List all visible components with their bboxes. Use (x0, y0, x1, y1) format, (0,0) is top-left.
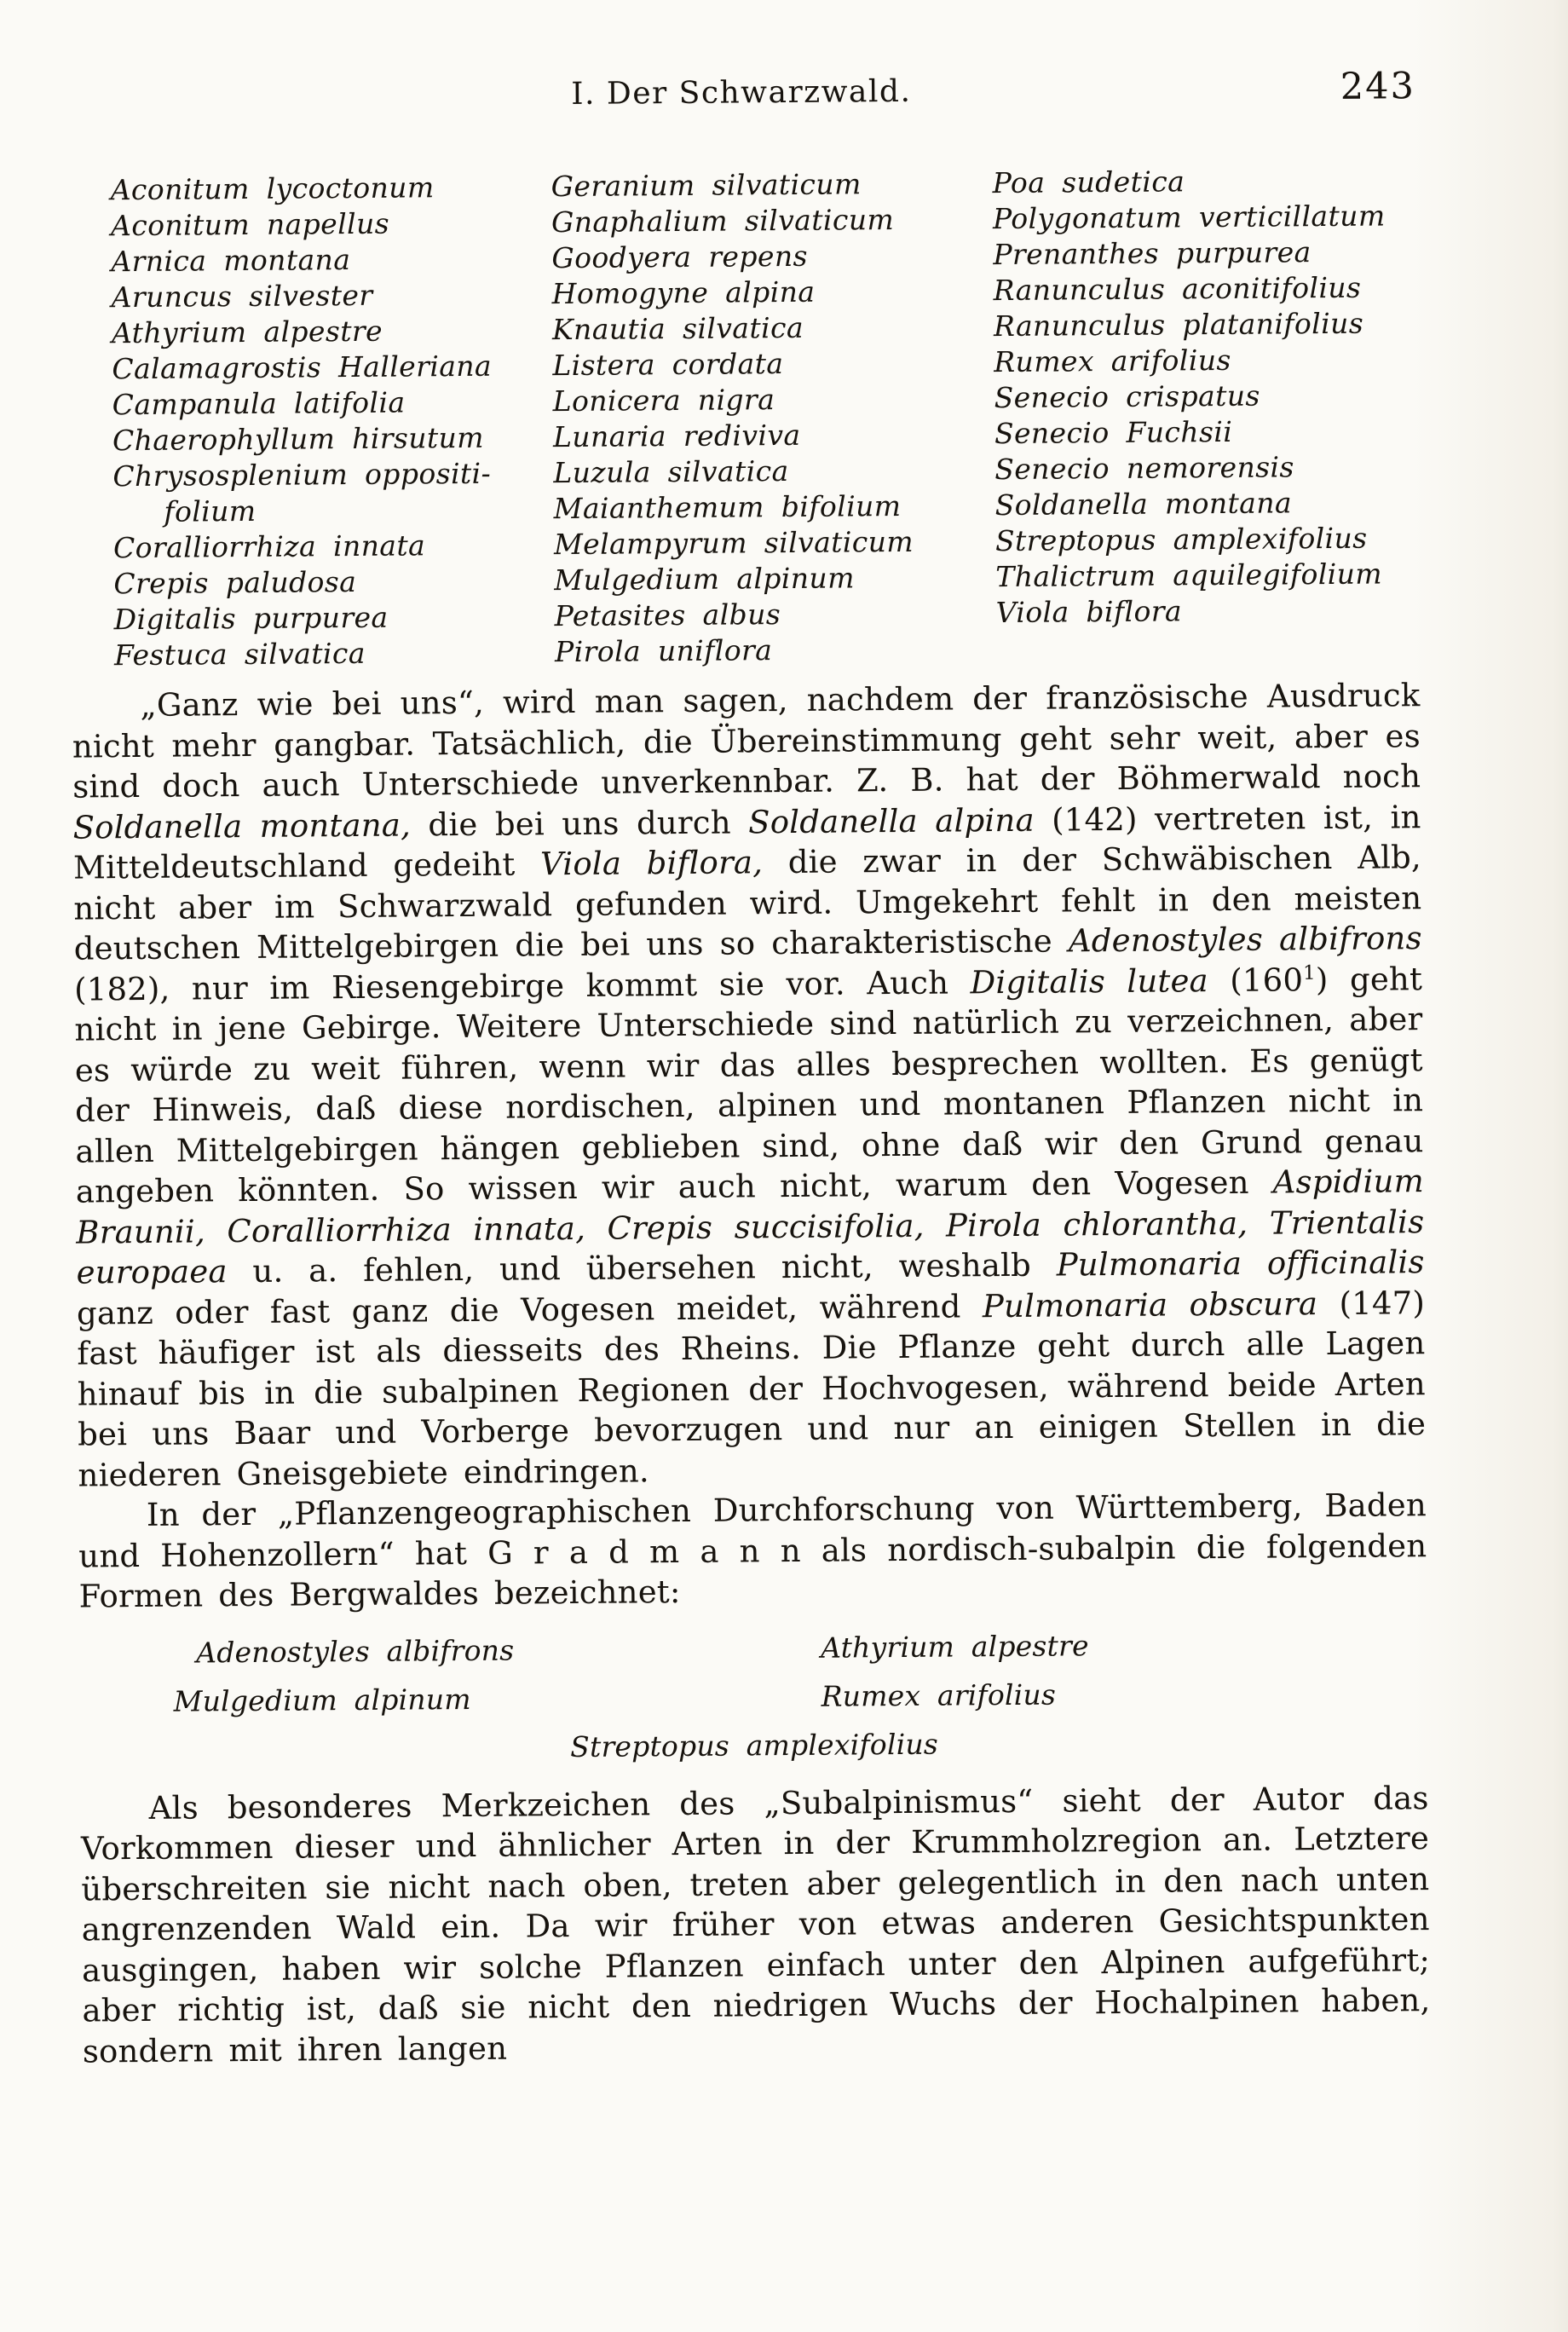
paragraph-comparison (72, 675, 1426, 1495)
text-run: u. a. fehlen, und übersehen nicht, weshalb (227, 1246, 1057, 1290)
text-run: als nordisch-subalpin die folgenden Formen des Bergwaldes bezeichnet: (78, 1527, 1427, 1615)
body-text (72, 675, 1431, 2071)
species-column-1 (111, 169, 556, 673)
species-line: Pirola uniflora (554, 633, 773, 669)
species-name-inline: Adenostyles albifrons (1068, 920, 1422, 960)
text-run: (182), nur im Riesengebirge kommt sie vor. Auch (73, 963, 971, 1008)
species-line: Poa sudetica (992, 165, 1185, 200)
species-line: Senecio crispatus (994, 378, 1260, 415)
text-run: (147) fast häufiger ist als diesseits des Rheins. Die Pflanze geht durch alle Lagen hinauf bis in die subalpinen Regionen der Hochvogesen, während beide Arten bei uns Baar und Vorberge bevorzugen und nur an einigen Stellen in die niederen Gneisgebiete eindringen. (77, 1284, 1427, 1494)
text-run: die bei uns durch (410, 803, 749, 843)
species-line: Aconitum lycoctonum (110, 170, 435, 207)
species-column-3 (993, 162, 1461, 667)
paragraph-subalpinismus (80, 1778, 1431, 2072)
text-run: G r a d m a n n (487, 1532, 801, 1572)
species-name-inline: Pulmonaria obscura (982, 1284, 1318, 1325)
species-line: Digitalis purpurea (113, 600, 389, 637)
species-line: Chrysosplenium oppositi- (112, 456, 492, 494)
gradmann-left: Mulgedium alpinum (173, 1682, 471, 1718)
species-line: Viola biflora (995, 594, 1183, 630)
species-line: Knautia silvatica (551, 310, 804, 347)
species-name-inline: Digitalis lutea (970, 961, 1208, 1001)
text-run: ganz oder fast ganz die Vogesen meidet, während (76, 1287, 983, 1332)
species-name-inline: Soldanella alpina (747, 801, 1035, 840)
species-line: Streptopus amplexifolius (994, 521, 1368, 558)
species-line: Coralliorrhiza innata (112, 528, 426, 565)
species-line: Campanula latifolia (112, 385, 406, 422)
page-header (67, 65, 1416, 115)
running-title: I. Der Schwarzwald. (571, 73, 912, 112)
species-line: Luzula silvatica (553, 453, 789, 490)
gradmann-right: Athyrium alpestre (821, 1628, 1089, 1665)
page-number: 243 (1340, 65, 1416, 108)
text-run: die zwar in der Schwäbischen Alb, nicht aber im Schwarzwald gefunden wird. Umgekehrt fehlt in den meisten deutschen Mittelgebirgen die bei uns so charakteristische (73, 839, 1422, 967)
gradmann-center-item: Streptopus amplexifolius (570, 1727, 939, 1763)
species-line: Listera cordata (552, 347, 784, 383)
text-run: In der „Pflanzengeographischen Durchforschung von Württemberg, Baden und Hohenzollern“ hat (78, 1486, 1427, 1575)
species-line: Ranunculus aconitifolius (993, 270, 1362, 308)
species-line: Geranium silvaticum (551, 167, 862, 204)
species-line: Senecio nemorensis (994, 450, 1294, 487)
gradmann-list (79, 1619, 1428, 1775)
text-run: Als besonderes Merkzeichen des „Subalpinismus“ sieht der Autor das Vorkommen dieser und ähnlicher Arten in der Krummholzregion an. Letztere überschreiten sie nicht nach oben, treten aber gelegentlich in den nach unten angrenzenden Wald ein. Da wir früher von etwas anderen Gesichtspunkten ausgingen, haben wir solche Pflanzen einfach unter den Alpinen aufgeführt; aber richtig ist, daß sie nicht den niedrigen Wuchs der Hochalpinen haben, sondern mit ihren langen (80, 1779, 1431, 2070)
species-line: Athyrium alpestre (111, 314, 383, 350)
footnote-ref: 1 (1302, 961, 1316, 984)
species-line: Polygonatum verticillatum (992, 199, 1386, 236)
species-line: Goodyera repens (551, 239, 808, 275)
gradmann-right: Rumex arifolius (821, 1677, 1057, 1713)
species-column-2 (551, 165, 997, 670)
species-line: Calamagrostis Halleriana (112, 349, 493, 386)
text-run: ) geht nicht in jene Gebirge. Weitere Unterschiede sind natürlich zu verzeichnen, aber es würde zu weit führen, wenn wir das alles besprechen wollten. Es genügt der Hinweis, daß diese nordischen, alpinen und montanen Pflanzen nicht in allen Mittelgebirgen hängen geblieben sind, ohne daß wir den Grund genau angeben könnten. So wissen wir auch nicht, warum den Vogesen (74, 960, 1424, 1210)
species-name-inline: Soldanella montana, (72, 805, 412, 846)
species-line: Maianthemum bifolium (553, 488, 902, 526)
species-line: Thalictrum aquilegifolium (995, 557, 1383, 594)
gradmann-left: Adenostyles albifrons (196, 1633, 515, 1669)
species-line: Melampyrum silvaticum (553, 524, 914, 562)
species-name-inline: Pulmonaria officinalis (1056, 1244, 1425, 1284)
species-line: folium (112, 494, 257, 529)
species-line: Aruncus silvester (111, 278, 373, 315)
species-line: Rumex arifolius (994, 343, 1231, 379)
species-name-inline: Viola biflora, (539, 844, 764, 883)
species-line: Petasites albus (554, 597, 781, 633)
species-line: Chaerophyllum hirsutum (112, 420, 485, 458)
species-line: Festuca silvatica (113, 636, 366, 672)
species-line: Senecio Fuchsii (994, 414, 1233, 451)
species-line: Ranunculus platanifolius (993, 306, 1364, 343)
species-name-inline: Aspidium Braunii, Coralliorrhiza innata, Crepis succisifolia, Pirola chlorantha, Trientalis europaea (76, 1163, 1425, 1291)
species-line: Aconitum napellus (110, 206, 390, 243)
species-line: Gnaphalium silvaticum (551, 202, 895, 240)
species-line: Lunaria rediviva (552, 418, 801, 454)
species-line: Mulgedium alpinum (554, 561, 855, 597)
species-line: Homogyne alpina (551, 274, 816, 311)
species-line: Arnica montana (111, 243, 351, 279)
paragraph-gradmann-intro (78, 1485, 1427, 1617)
text-run: „Ganz wie bei uns“, wird man sagen, nachdem der französische Ausdruck nicht mehr gangbar. Tatsächlich, die Übereinstimmung geht sehr weit, aber es sind doch auch Unterschiede unverkennbar. Z. B. hat der Böhmerwald noch (72, 677, 1421, 805)
text-run: (160 (1208, 961, 1304, 999)
text-run: (142) vertreten ist, in Mitteldeutschland gedeiht (72, 798, 1421, 886)
species-line: Prenanthes purpurea (993, 235, 1311, 272)
species-line: Lonicera nigra (552, 383, 775, 418)
species-line: Crepis paludosa (113, 564, 357, 601)
species-line: Soldanella montana (994, 486, 1293, 522)
species-list (111, 162, 1470, 673)
